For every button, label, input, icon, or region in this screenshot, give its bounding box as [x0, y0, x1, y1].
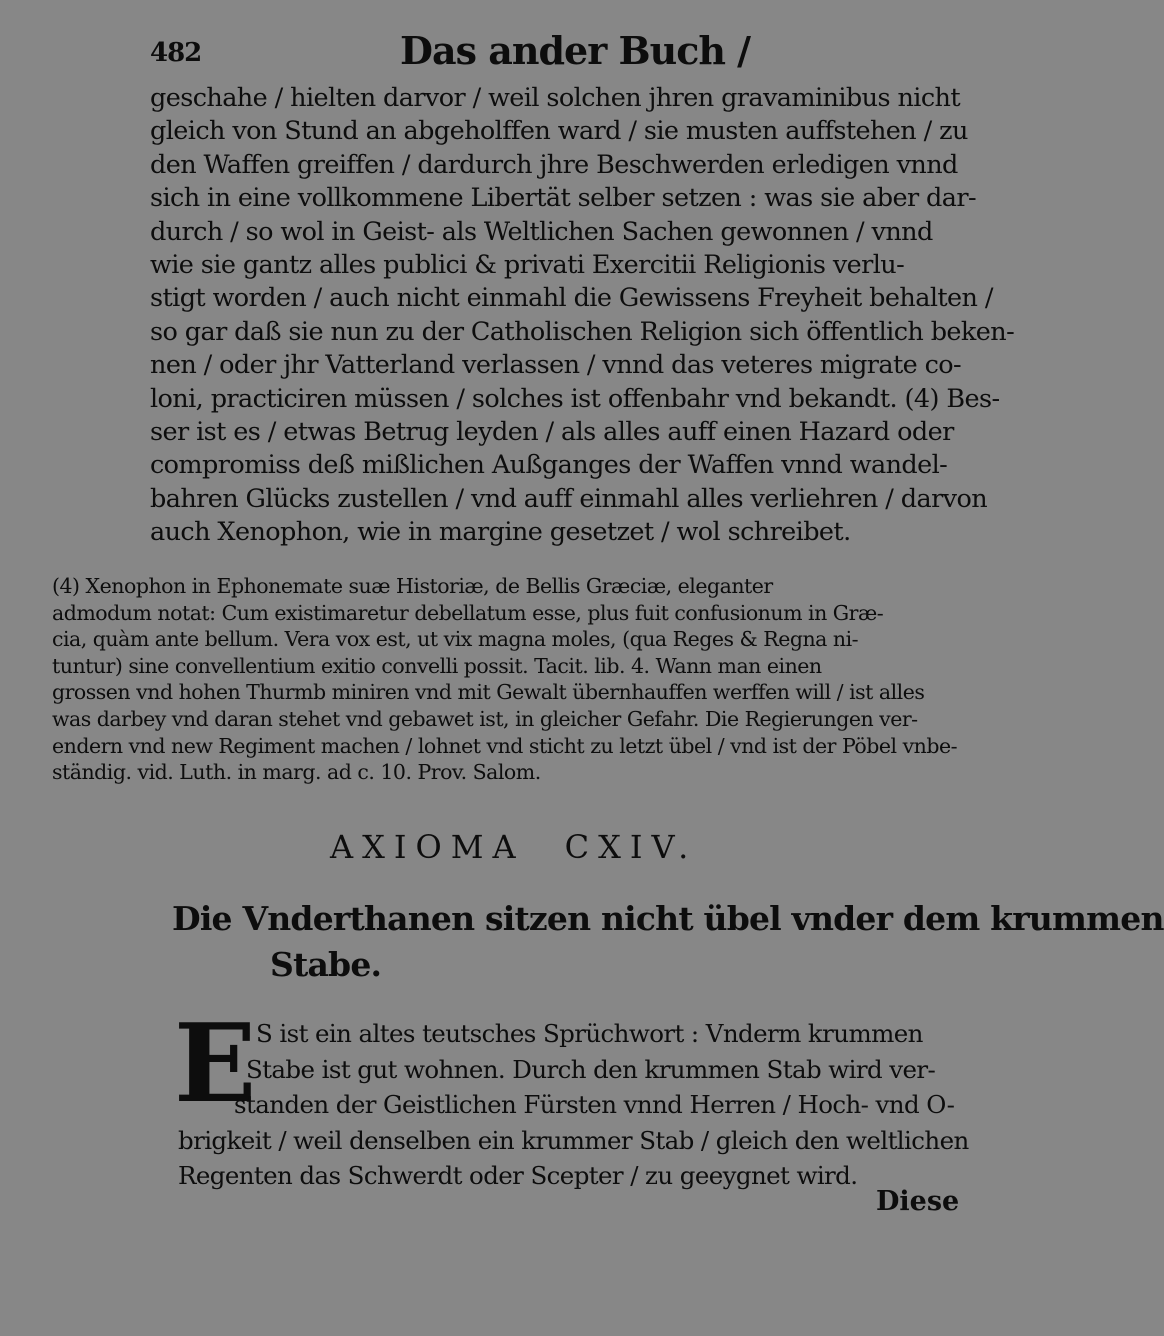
- text-line: sich in eine vollkommene Libertät selber setzen : was sie aber dar-: [150, 183, 976, 214]
- body-line: standen der Geistlichen Fürsten vnnd Herren / Hoch- vnd O-: [234, 1090, 955, 1119]
- footnote-line: admodum notat: Cum existimaretur debellatum esse, plus fuit confusionum in Græ-: [52, 600, 884, 625]
- footnote-line: ständig. vid. Luth. in marg. ad c. 10. Prov. Salom.: [52, 760, 541, 785]
- text-line: gleich von Stund an abgeholffen ward / sie musten auffstehen / zu: [150, 116, 968, 147]
- drop-cap: E: [174, 1001, 257, 1127]
- text-line: so gar daß sie nun zu der Catholischen Religion sich öffentlich beken-: [150, 316, 1015, 347]
- text-line: den Waffen greiffen / dardurch jhre Beschwerden erledigen vnnd: [150, 149, 958, 180]
- text-line: loni, practiciren müssen / solches ist offenbahr vnd bekandt. (4) Bes-: [150, 383, 1000, 414]
- axiom-title: [172, 896, 1164, 988]
- axiom-title-line: Die Vnderthanen sitzen nicht übel vnder dem krummen: [172, 899, 1164, 938]
- body-line: Regenten das Schwerdt oder Scepter / zu geeygnet wird.: [178, 1161, 858, 1190]
- body-paragraph: [178, 1016, 969, 1194]
- body-line: brigkeit / weil denselben ein krummer Stab / gleich den weltlichen: [178, 1125, 969, 1155]
- body-line: Stabe ist gut wohnen. Durch den krummen Stab wird ver-: [246, 1054, 936, 1084]
- axiom-title-line: Stabe.: [270, 945, 382, 984]
- text-line: stigt worden / auch nicht einmahl die Gewissens Freyheit behalten /: [150, 283, 993, 314]
- main-text-block: [150, 82, 1015, 550]
- footnote-line: tuntur) sine convellentium exitio convelli possit. Tacit. lib. 4. Wann man einen: [52, 653, 822, 678]
- axiom-heading-word: AXIOMA: [330, 828, 525, 866]
- text-line: geschahe / hielten darvor / weil solchen jhren gravaminibus nicht: [150, 83, 960, 113]
- footnote-block: [52, 573, 958, 786]
- footnote-line: (4) Xenophon in Ephonemate suæ Historiæ, de Bellis Græciæ, eleganter: [52, 574, 773, 598]
- footnote-line: grossen vnd hohen Thurmb miniren vnd mit Gewalt übernhauffen werffen will / ist alles: [52, 680, 925, 705]
- footnote-line: cia, quàm ante bellum. Vera vox est, ut vix magna moles, (qua Reges & Regna ni-: [52, 627, 859, 652]
- text-line: durch / so wol in Geist- als Weltlichen Sachen gewonnen / vnnd: [150, 216, 933, 247]
- axiom-heading-number: CXIV.: [564, 828, 698, 866]
- axiom-heading: [330, 828, 697, 866]
- text-line: wie sie gantz alles publici & privati Exercitii Religionis verlu-: [150, 250, 905, 281]
- footnote-line: endern vnd new Regiment machen / lohnet vnd sticht zu letzt übel / vnd ist der Pöbel vnbe-: [52, 733, 958, 758]
- text-line: ser ist es / etwas Betrug leyden / als alles auff einen Hazard oder: [150, 417, 954, 448]
- body-line: S ist ein altes teutsches Sprüchwort : Vnderm krummen: [256, 1019, 923, 1048]
- text-line: bahren Glücks zustellen / vnd auff einmahl alles verliehren / darvon: [150, 483, 988, 514]
- text-line: compromiss deß mißlichen Außganges der Waffen vnnd wandel-: [150, 450, 948, 481]
- text-line: nen / oder jhr Vatterland verlassen / vnnd das veteres migrate co-: [150, 350, 962, 381]
- footnote-line: was darbey vnd daran stehet vnd gebawet ist, in gleicher Gefahr. Die Regierungen ver-: [52, 706, 918, 731]
- page-number: 482: [150, 38, 202, 68]
- text-line: auch Xenophon, wie in margine gesetzet / wol schreibet.: [150, 517, 851, 548]
- catchword: Diese: [876, 1186, 960, 1217]
- running-head: Das ander Buch /: [400, 28, 751, 73]
